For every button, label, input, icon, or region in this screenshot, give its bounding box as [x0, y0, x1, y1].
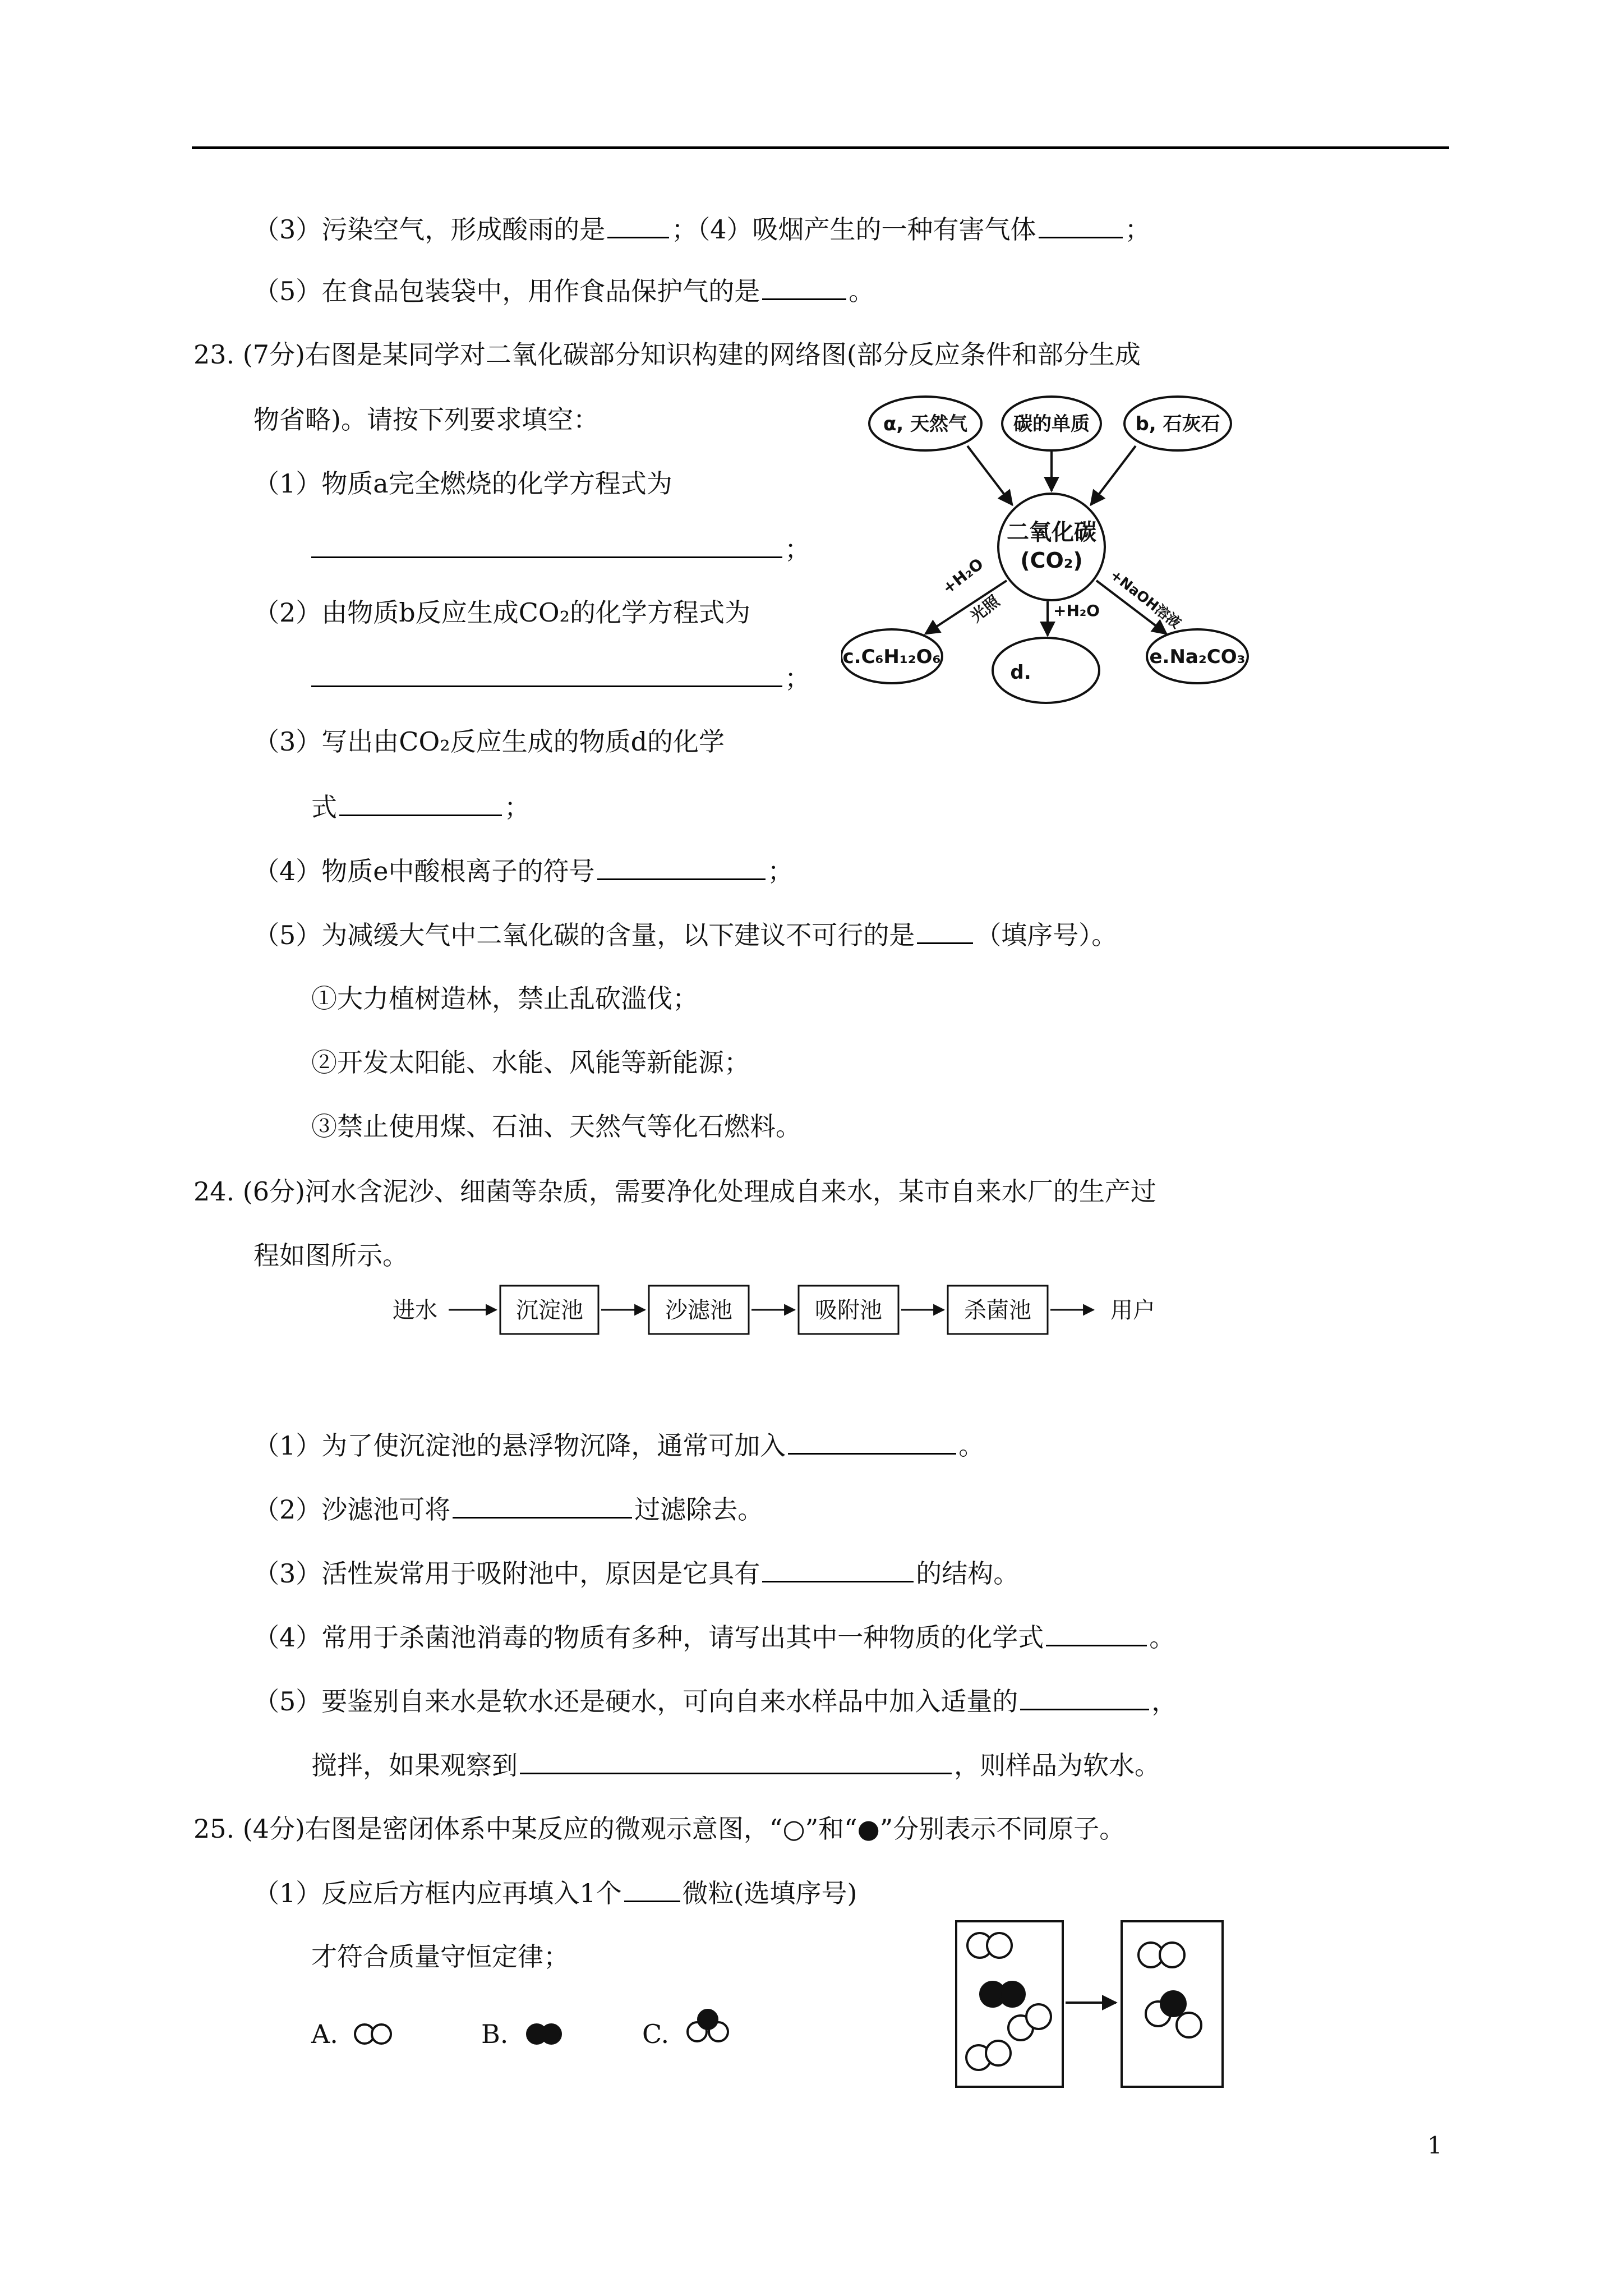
q23-option-1: ①大力植树造林，禁止乱砍滥伐；	[311, 983, 698, 1014]
q23-title-cont: 物省略)。请按下列要求填空：	[253, 404, 599, 435]
q22-sub5-end: 。	[849, 276, 875, 306]
q24-sub4-text: （4）常用于杀菌池消毒的物质有多种，请写出其中一种物质的化学式	[253, 1622, 1044, 1653]
q23-blank-formula-d	[339, 790, 502, 816]
q24-blank-reagent	[1020, 1684, 1149, 1710]
after-particle-white-pair	[1138, 1943, 1184, 1967]
q23-sub2-text: （2）由物质b反应生成CO₂的化学方程式为	[253, 597, 751, 628]
q24-sub2	[253, 1492, 763, 1526]
q24-sub4	[253, 1620, 1175, 1654]
node-a-label: α, 天然气	[883, 413, 968, 435]
q23-sub4	[253, 854, 794, 888]
q24-sub2-text: （2）沙滤池可将	[253, 1494, 451, 1525]
co2-network-diagram	[841, 387, 1267, 718]
flow-box2-label: 沙滤池	[665, 1297, 732, 1323]
q24-blank-disinfectant	[1046, 1620, 1147, 1646]
q25-sub1-text: （1）反应后方框内应再填入1个	[253, 1878, 622, 1908]
center-label-2: (CO₂)	[1020, 548, 1083, 573]
q23-sub4-text: （4）物质e中酸根离子的符号	[253, 856, 595, 886]
after-particle-product	[1146, 1991, 1201, 2037]
q22-sub3-text: （3）污染空气，形成酸雨的是	[253, 214, 606, 245]
q23-option-3: ③禁止使用煤、石油、天然气等化石燃料。	[311, 1111, 801, 1142]
q24-blank-structure	[762, 1556, 914, 1582]
node-d-ellipse	[993, 638, 1099, 703]
q25-option-a-particle	[352, 2022, 403, 2046]
q25-option-c-particle	[681, 2003, 737, 2047]
q22-sub5-text: （5）在食品包装袋中，用作食品保护气的是	[253, 276, 760, 306]
q23-blank-equation-a	[311, 532, 782, 558]
q25-title: 25. (4分)右图是密闭体系中某反应的微观示意图，“○”和“●”分别表示不同原子。	[193, 1814, 1126, 1844]
q23-sub1-end: ；	[785, 534, 810, 564]
q22-blank-acid-rain	[607, 212, 669, 238]
q23-sub5-text: （5）为减缓大气中二氧化碳的含量，以下建议不可行的是	[253, 920, 915, 950]
q24-sub5-end: ，	[1151, 1686, 1178, 1717]
q22-line-3	[253, 212, 1151, 246]
q24-sub3-text: （3）活性炭常用于吸附池中，原因是它具有	[253, 1558, 760, 1589]
q22-line-5	[253, 274, 874, 308]
node-c-label: c.C₆H₁₂O₆	[842, 646, 941, 668]
q24-sub5-cont	[311, 1748, 1160, 1782]
q23-blank-acid-ion	[597, 854, 766, 880]
q22-sub4-end: ；	[1124, 214, 1151, 245]
q24-sub5-text-cont: 搅拌，如果观察到	[311, 1750, 518, 1780]
q23-blank-choice	[917, 918, 973, 944]
q24-sub5b-end: ，则样品为软水。	[954, 1750, 1160, 1780]
q24-sub3-end: 的结构。	[916, 1558, 1020, 1589]
q25-sub1-text-cont: 才符合质量守恒定律；	[311, 1941, 569, 1972]
node-carbon-label: 碳的单质	[1013, 413, 1090, 435]
q23-sub2-answer	[311, 661, 810, 695]
q23-title: 23. (7分)右图是某同学对二氧化碳部分知识构建的网络图(部分反应条件和部分生成	[193, 339, 1141, 370]
flow-box1-label: 沉淀池	[516, 1297, 583, 1323]
q25-sub1	[253, 1876, 857, 1910]
arrow-a-to-co2	[967, 446, 1012, 505]
center-co2-circle	[998, 494, 1105, 600]
q22-blank-smoke-gas	[1039, 212, 1123, 238]
q24-sub4-end: 。	[1149, 1622, 1175, 1653]
q24-title-cont: 程如图所示。	[253, 1240, 408, 1271]
q23-option-2: ②开发太阳能、水能、风能等新能源；	[311, 1047, 750, 1078]
q25-option-b-label: B.	[481, 2019, 509, 2049]
flow-box3-label: 吸附池	[815, 1297, 882, 1323]
q24-blank-filtered	[453, 1492, 632, 1519]
q25-sub1-end: 微粒(选填序号)	[682, 1878, 857, 1908]
edge-c-condition-1: +H₂O	[938, 554, 987, 598]
q23-sub5	[253, 918, 1117, 952]
q24-title: 24. (6分)河水含泥沙、细菌等杂质，需要净化处理成自来水，某市自来水厂的生产过	[193, 1176, 1156, 1207]
q25-option-c-label: C.	[642, 2019, 670, 2049]
q22-sub4-text: ；（4）吸烟产生的一种有害气体	[671, 214, 1036, 245]
node-e-label: e.Na₂CO₃	[1149, 646, 1246, 668]
q23-sub3-text: （3）写出由CO₂反应生成的物质d的化学	[253, 726, 725, 757]
q24-sub5	[253, 1684, 1177, 1718]
edge-c-condition-2: 光照	[966, 592, 1003, 626]
q23-sub3-text-cont: 式	[311, 792, 337, 822]
before-particle-white-pair-3	[966, 2041, 1011, 2070]
q23-sub1-text: （1）物质a完全燃烧的化学方程式为	[253, 468, 672, 499]
flow-end-label: 用户	[1110, 1297, 1155, 1323]
q25-blank-particle	[624, 1876, 680, 1902]
node-b-label: b, 石灰石	[1135, 413, 1220, 435]
page-number: 1	[1427, 2132, 1442, 2159]
q23-sub2-end: ；	[785, 663, 810, 693]
q24-sub1-end: 。	[958, 1430, 985, 1461]
arrow-b-to-co2	[1091, 446, 1136, 505]
water-treatment-flow	[381, 1273, 1200, 1346]
q23-blank-equation-b	[311, 661, 782, 687]
header-rule	[192, 146, 1449, 149]
q23-sub5-end: （填序号）。	[975, 920, 1118, 950]
q23-sub1-answer	[311, 532, 810, 566]
node-d-label: d.	[1010, 661, 1031, 684]
q24-sub3	[253, 1556, 1019, 1590]
before-particle-white-pair	[967, 1933, 1012, 1958]
flow-start-label: 进水	[393, 1297, 437, 1323]
center-label-1: 二氧化碳	[1007, 519, 1096, 545]
q22-blank-protective-gas	[762, 274, 846, 300]
edge-e-condition: +NaOH溶液	[1107, 566, 1184, 632]
q24-sub1	[253, 1428, 984, 1462]
reaction-micro-diagram	[953, 1918, 1239, 2092]
q24-sub2-end: 过滤除去。	[634, 1494, 764, 1525]
q24-sub1-text: （1）为了使沉淀池的悬浮物沉降，通常可加入	[253, 1430, 786, 1461]
before-particle-black-pair	[980, 1982, 1025, 2007]
q25-option-b-particle	[524, 2022, 575, 2046]
edge-d-condition: +H₂O	[1053, 601, 1100, 620]
before-particle-white-pair-2	[1008, 2004, 1051, 2040]
flow-box4-label: 杀菌池	[964, 1297, 1031, 1323]
q23-sub4-end: ；	[767, 856, 794, 886]
q24-blank-observation	[520, 1748, 952, 1774]
q23-sub3-answer	[311, 790, 530, 824]
q24-blank-coagulant	[788, 1428, 956, 1455]
q25-option-a-label: A.	[311, 2019, 338, 2049]
q24-sub5-text: （5）要鉴别自来水是软水还是硬水，可向自来水样品中加入适量的	[253, 1686, 1018, 1717]
q23-sub3-end: ；	[504, 792, 530, 822]
